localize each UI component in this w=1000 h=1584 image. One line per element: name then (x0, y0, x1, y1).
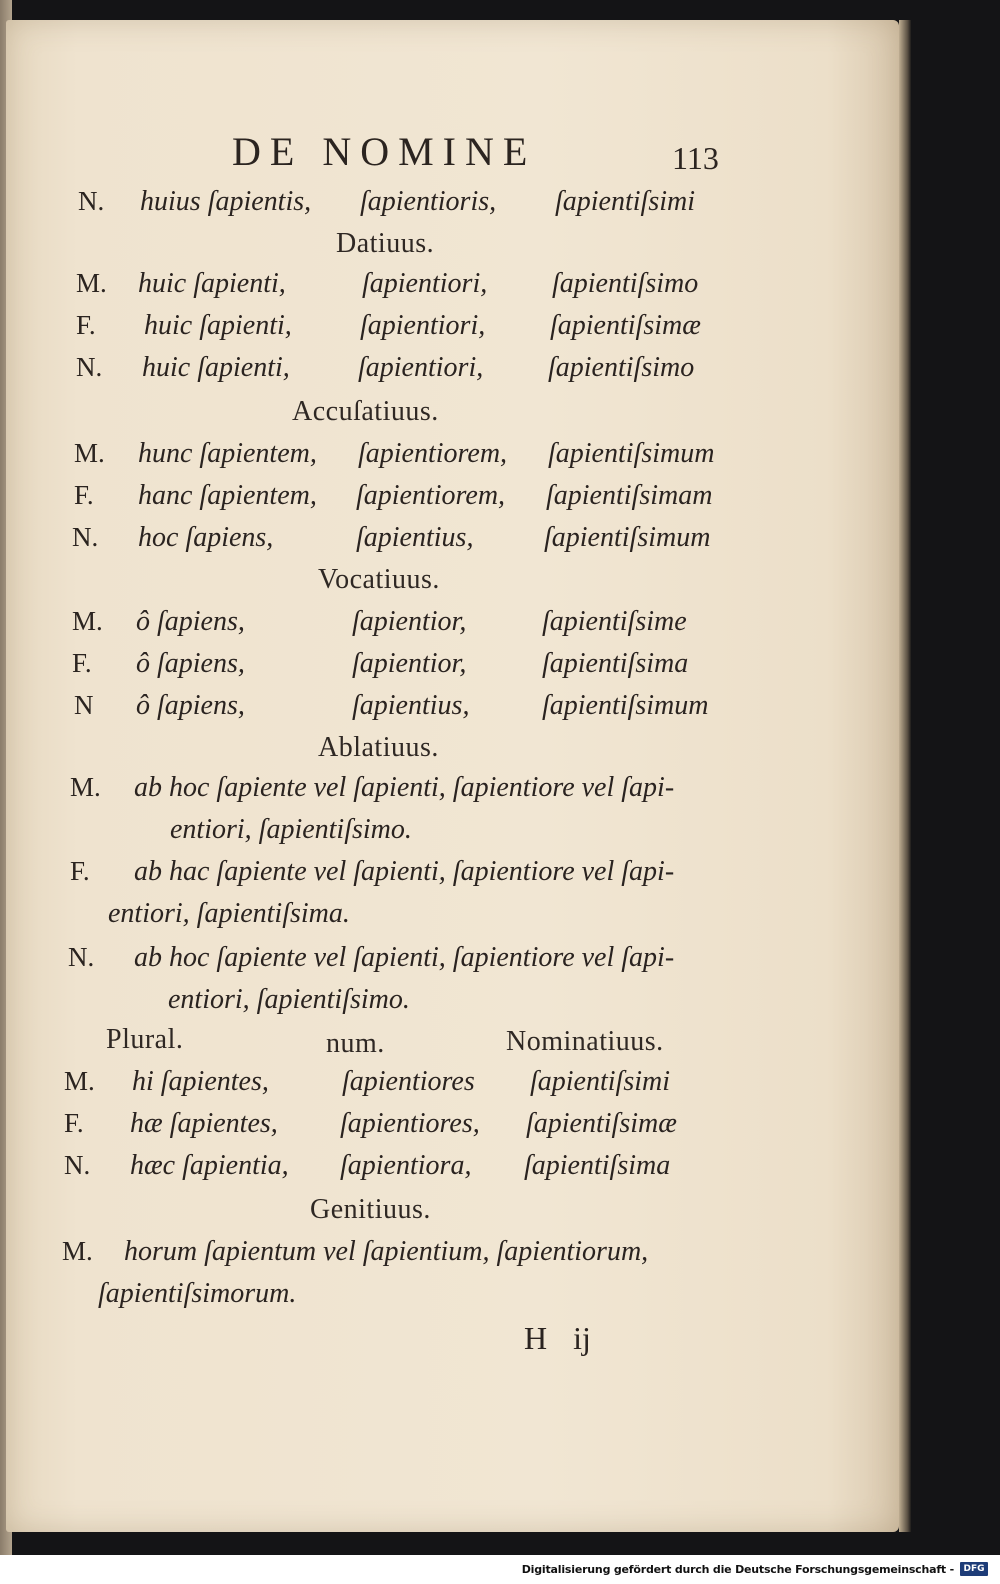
genitive-line: horum ſapientum vel ſapientium, ſapientiorum, (124, 1236, 649, 1267)
form-positive: hanc ſapientem, (138, 480, 317, 511)
ablative-line: ab hac ſapiente vel ſapienti, ſapientiore vel ſapi- (134, 856, 675, 887)
gender-label: F. (76, 310, 96, 340)
ablative-line: ab hoc ſapiente vel ſapienti, ſapientiore vel ſapi- (134, 942, 675, 973)
gender-label: N. (78, 186, 105, 216)
plural-heading: Plural. (106, 1024, 184, 1055)
form-positive: huius ſapientis, (140, 186, 312, 217)
gender-label: N. (64, 1150, 91, 1180)
form-superlative: ſapientiſsimum (544, 522, 711, 553)
book-gutter (899, 20, 911, 1532)
case-heading-nominative: Nominatiuus. (506, 1026, 664, 1057)
form-comparative: ſapientiores, (340, 1108, 480, 1139)
form-superlative: ſapientiſsimæ (550, 310, 701, 341)
form-comparative: ſapientiori, (362, 268, 488, 299)
form-comparative: ſapientior, (352, 606, 467, 637)
form-comparative: ſapientiorem, (358, 438, 508, 469)
digitization-credit: Digitalisierung gefördert durch die Deutsche Forschungsgemeinschaft - (521, 1563, 954, 1576)
case-heading-accusative: Accuſatiuus. (292, 396, 439, 427)
form-comparative: ſapientioris, (360, 186, 497, 217)
form-superlative: ſapientiſsimæ (526, 1108, 677, 1139)
form-superlative: ſapientiſsimo (552, 268, 699, 299)
gender-label: N (74, 690, 94, 720)
form-comparative: ſapientiorem, (356, 480, 506, 511)
gender-label: M. (72, 606, 103, 636)
gender-label: M. (64, 1066, 95, 1096)
gender-label: N. (72, 522, 99, 552)
form-superlative: ſapientiſsima (524, 1150, 671, 1181)
case-heading-genitive: Genitiuus. (310, 1194, 431, 1225)
case-heading-dative: Datiuus. (336, 228, 435, 259)
form-comparative: ſapientiores (342, 1066, 475, 1097)
form-superlative: ſapientiſsimam (546, 480, 713, 511)
gender-label: F. (72, 648, 92, 678)
gender-label: F. (70, 856, 90, 886)
form-superlative: ſapientiſsimi (555, 186, 695, 217)
ablative-line: entiori, ſapientiſsimo. (170, 814, 412, 845)
ablative-line: ab hoc ſapiente vel ſapienti, ſapientiore vel ſapi- (134, 772, 675, 803)
gender-label: N. (68, 942, 95, 972)
form-positive: hi ſapientes, (132, 1066, 269, 1097)
page-number: 113 (672, 140, 719, 176)
form-superlative: ſapientiſsimo (548, 352, 695, 383)
form-superlative: ſapientiſsimum (548, 438, 715, 469)
form-positive: hunc ſapientem, (138, 438, 317, 469)
form-comparative: ſapientior, (352, 648, 467, 679)
form-positive: ô ſapiens, (136, 648, 245, 679)
form-comparative: ſapientius, (356, 522, 474, 553)
signature-mark: H ij (524, 1320, 591, 1356)
case-heading-ablative: Ablatiuus. (318, 732, 439, 763)
gender-label: M. (70, 772, 101, 802)
gender-label: F. (74, 480, 94, 510)
form-comparative: ſapientius, (352, 690, 470, 721)
form-superlative: ſapientiſsimum (542, 690, 709, 721)
form-superlative: ſapientiſsima (542, 648, 689, 679)
ablative-line: entiori, ſapientiſsimo. (168, 984, 410, 1015)
form-comparative: ſapientiori, (360, 310, 486, 341)
form-positive: huic ſapienti, (138, 268, 286, 299)
form-positive: hoc ſapiens, (138, 522, 274, 553)
form-superlative: ſapientiſsimi (530, 1066, 670, 1097)
form-superlative: ſapientiſsime (542, 606, 687, 637)
form-comparative: ſapientiora, (340, 1150, 472, 1181)
form-positive: hæ ſapientes, (130, 1108, 278, 1139)
form-positive: ô ſapiens, (136, 606, 245, 637)
form-positive: huic ſapienti, (144, 310, 292, 341)
gender-label: M. (76, 268, 107, 298)
gender-label: F. (64, 1108, 84, 1138)
gender-label: M. (62, 1236, 93, 1266)
form-comparative: ſapientiori, (358, 352, 484, 383)
form-positive: ô ſapiens, (136, 690, 245, 721)
running-head: DE NOMINE (232, 129, 537, 174)
genitive-line: ſapientiſsimorum. (98, 1278, 297, 1309)
form-positive: hæc ſapientia, (130, 1150, 289, 1181)
case-heading-vocative: Vocatiuus. (318, 564, 440, 595)
gender-label: M. (74, 438, 105, 468)
dfg-logo: DFG (960, 1562, 988, 1576)
ablative-line: entiori, ſapientiſsima. (108, 898, 350, 929)
form-positive: huic ſapienti, (142, 352, 290, 383)
number-heading: num. (326, 1028, 385, 1059)
gender-label: N. (76, 352, 103, 382)
